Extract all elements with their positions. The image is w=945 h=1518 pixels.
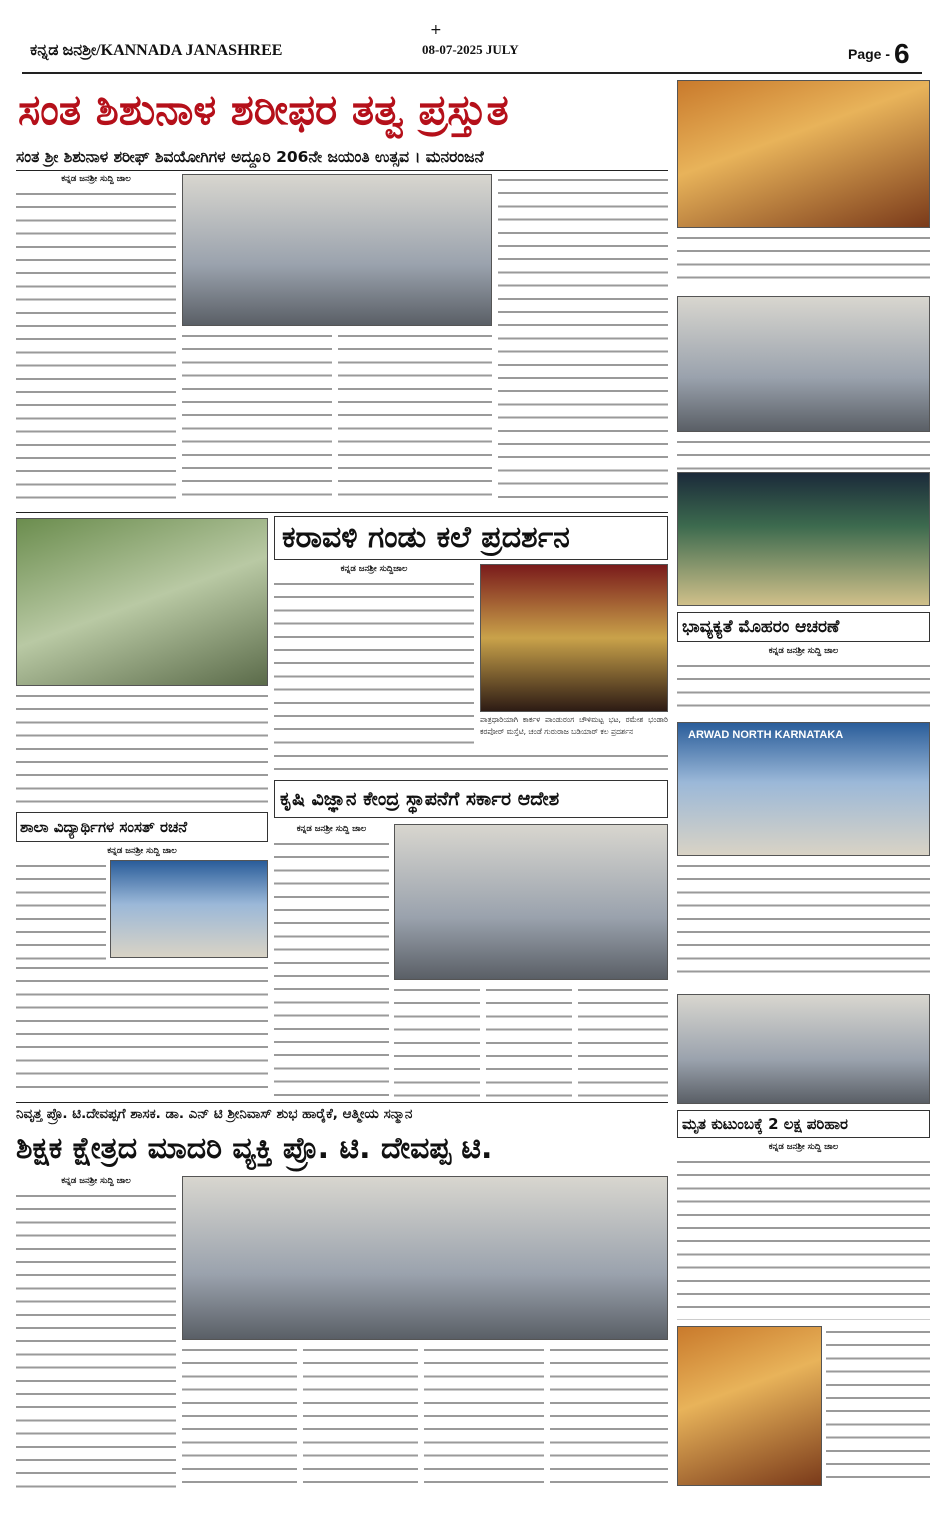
krishi-dateline: ಕನ್ನಡ ಜನಶ್ರೀ ಸುದ್ದಿ ಜಾಲ [296, 824, 367, 834]
devappa-column-2 [182, 1344, 297, 1490]
photo-devappa-felicitation [182, 1176, 668, 1340]
krishi-column-4 [578, 984, 668, 1098]
krishi-headline: ಕೃಷಿ ವಿಜ್ಞಾನ ಕೇಂದ್ರ ಸ್ಥಾಪನೆಗೆ ಸರ್ಕಾರ ಆದೇಶ [280, 788, 560, 810]
caption-school-award [677, 860, 930, 980]
devappa-column-4 [424, 1344, 544, 1490]
lead-column-1 [16, 188, 176, 506]
devappa-column-3 [303, 1344, 418, 1490]
lead-column-3 [338, 330, 492, 506]
photo-bank-meeting [677, 296, 930, 432]
moharam-dateline: ಕನ್ನಡ ಜನಶ್ರೀ ಸುದ್ದಿ ಜಾಲ [768, 646, 839, 656]
lead-photo-felicitation [182, 174, 492, 326]
krishi-column-1 [274, 838, 389, 1098]
registration-mark: + [430, 22, 442, 38]
karavali-text-2 [274, 750, 668, 776]
lead-rule [16, 170, 668, 171]
photo-tree-planting [16, 518, 268, 686]
devappa-dateline: ಕನ್ನಡ ಜನಶ್ರೀ ಸುದ್ದಿ ಜಾಲ [61, 1176, 131, 1186]
photo-moharam-procession [677, 472, 930, 606]
shala-column-2 [16, 962, 268, 1098]
karavali-text-1 [274, 578, 474, 748]
caption-felicitation-bottom [826, 1326, 930, 1486]
moharam-text [677, 660, 930, 718]
masthead-rule [22, 72, 922, 74]
award-banner-text: ARWAD NORTH KARNATAKA [688, 729, 844, 741]
lead-column-2 [182, 330, 332, 506]
shala-column-1 [16, 860, 106, 960]
devappa-kicker: ನಿವೃತ್ತ ಪ್ರೊ. ಟಿ.ದೇವಪ್ಪಗೆ ಶಾಸಕ. ಡಾ. ಎನ್ ಟಿ ಶ್ರೀನಿವಾಸ್ ಶುಭ ಹಾರೈಕೆ, ಆತ್ಮೀಯ ಸನ್ಮಾನ [16, 1106, 413, 1122]
photo-yakshagana [480, 564, 668, 712]
krishi-column-3 [486, 984, 572, 1098]
page-number: 6 [894, 38, 910, 69]
lead-column-4 [498, 174, 668, 506]
page-indicator [848, 38, 910, 70]
karavali-headline: ಕರಾವಳಿ ಗಂಡು ಕಲೆ ಪ್ರದರ್ಶನ [282, 520, 570, 555]
paper-name: ಕನ್ನಡ ಜನಶ್ರೀ/KANNADA JANASHREE [30, 42, 283, 59]
devappa-column-1 [16, 1190, 176, 1490]
photo-krishi-meeting [394, 824, 668, 980]
devappa-headline: ಶಿಕ್ಷಕ ಕ್ಷೇತ್ರದ ಮಾದರಿ ವ್ಯಕ್ತಿ ಪ್ರೊ. ಟಿ. ದೇವಪ್ಪ ಟಿ. [16, 1131, 493, 1166]
lead-subheadline: ಸಂತ ಶ್ರೀ ಶಿಶುನಾಳ ಶರೀಫ್ ಶಿವಯೋಗಿಗಳ ಅದ್ದೂರಿ 206ನೇ ಜಯಂತಿ ಉತ್ಸವ । ಮನರಂಜನೆ [16, 148, 484, 166]
parihara-headline: ಮೃತ ಕುಟುಂಬಕ್ಕೆ 2 ಲಕ್ಷ ಪರಿಹಾರ [682, 1115, 848, 1133]
photo-school-award [677, 722, 930, 856]
section-rule-2 [16, 1102, 668, 1103]
shala-headline: ಶಾಲಾ ವಿದ್ಯಾರ್ಥಿಗಳ ಸಂಸತ್ ರಚನೆ [20, 818, 188, 836]
krishi-column-2 [394, 984, 480, 1098]
lead-dateline: ಕನ್ನಡ ಜನಶ್ರೀ ಸುದ್ದಿ ಜಾಲ [61, 174, 131, 184]
photo-compensation [677, 994, 930, 1104]
photo-felicitation-portrait [677, 80, 930, 228]
parihara-text [677, 1156, 930, 1320]
photo-felicitation-bottom [677, 1326, 822, 1486]
page-label: Page - [848, 46, 891, 62]
devappa-column-5 [550, 1344, 668, 1490]
shala-dateline: ಕನ್ನಡ ಜನಶ್ರೀ ಸುದ್ದಿ ಜಾಲ [107, 846, 177, 856]
karavali-dateline: ಕನ್ನಡ ಜನಶ್ರೀ ಸುದ್ದಿಜಾಲ [340, 564, 408, 574]
section-rule-1 [16, 512, 668, 513]
moharam-headline: ಭಾವ್ಯಕ್ಯತೆ ಮೊಹರಂ ಆಚರಣೆ [682, 617, 840, 637]
issue-date: 08-07-2025 JULY [422, 42, 519, 57]
caption-tree-planting [16, 690, 268, 810]
lead-headline: ಸಂತ ಶಿಶುನಾಳ ಶರೀಫರ ತತ್ವ ಪ್ರಸ್ತುತ [18, 85, 509, 134]
caption-felicitation-portrait [677, 232, 930, 288]
photo-school-students [110, 860, 268, 958]
parihara-dateline: ಕನ್ನಡ ಜನಶ್ರೀ ಸುದ್ದಿ ಜಾಲ [768, 1142, 839, 1152]
caption-yakshagana: ಪಾತ್ರಧಾರಿಯಾಗಿ ಕಾರ್ಕಳ ಪಾಂಡುರಂಗ ಚೌಳಿಮಟ್ಟ ಭಟ, ರಮೇಶ ಭಂಡಾರಿ ಕರಪೋರ್ ಮಸ್ತೆಟಿ, ಚಂಡೆ ಗುರುರಾಜ ಬಡಿಯಾರ್ ಕಲ ಪ್ರದರ್ಶನ [480, 715, 668, 736]
